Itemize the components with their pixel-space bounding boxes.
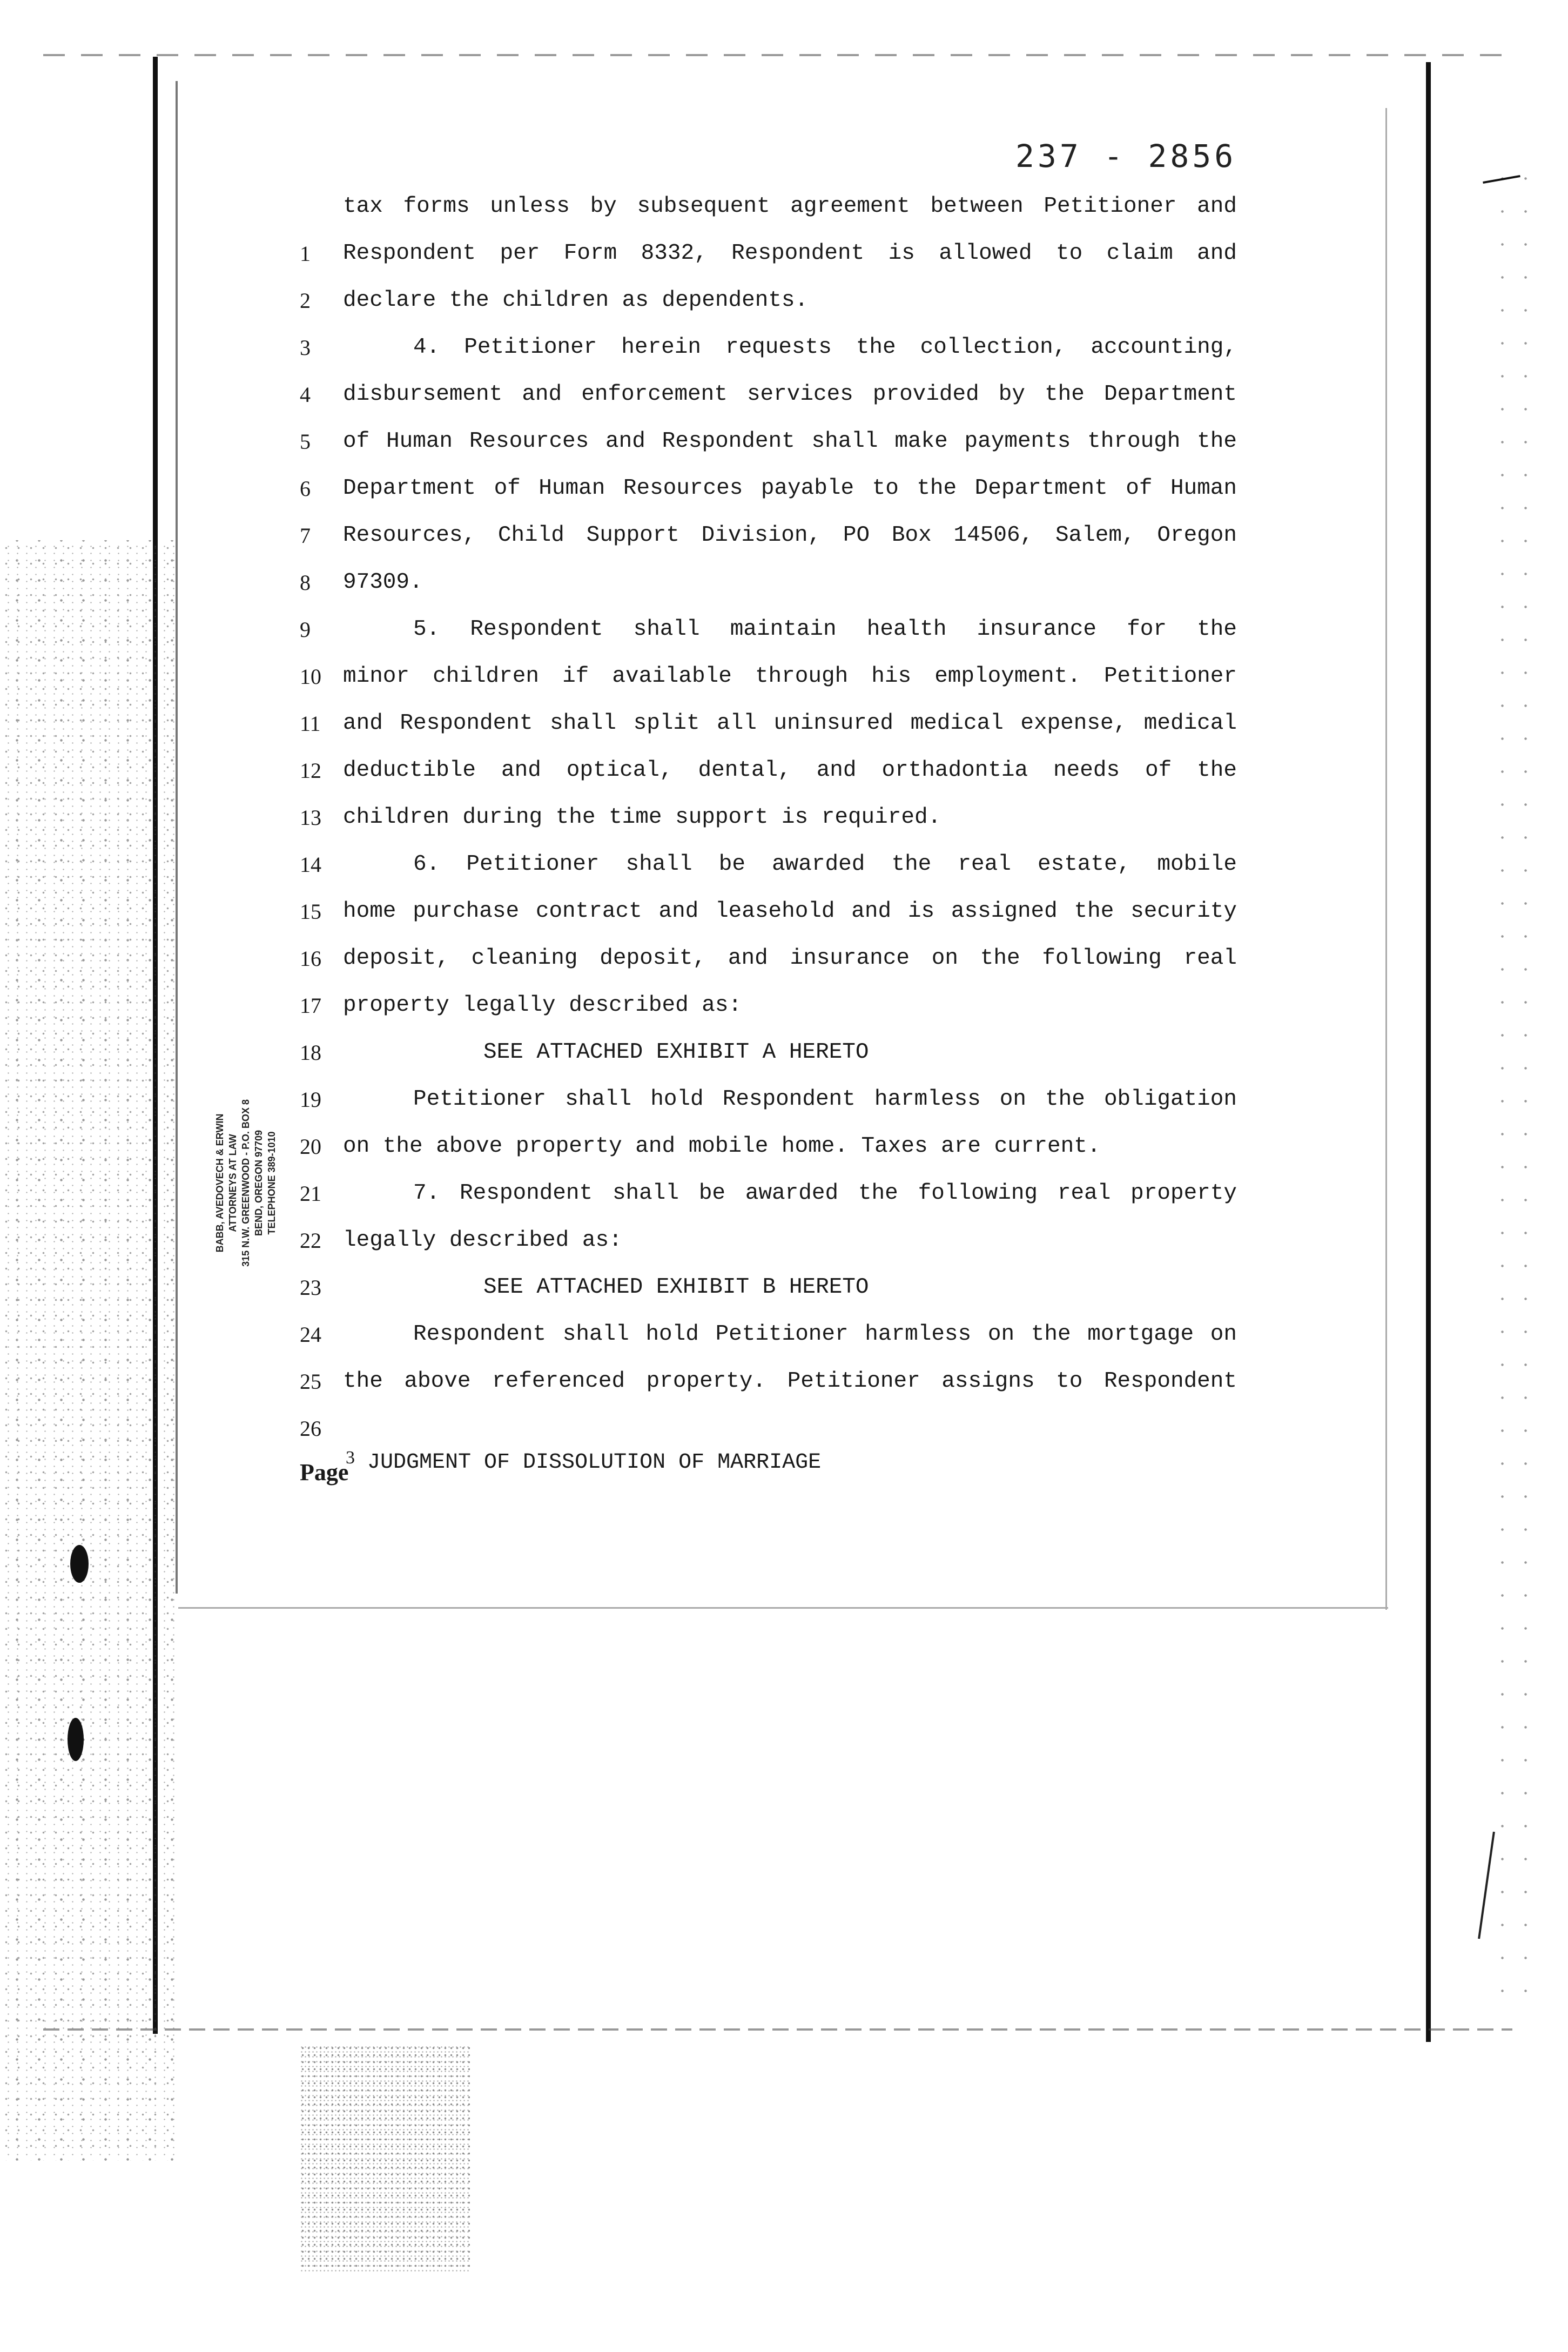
body-text-line: tax forms unless by subsequent agreement between Petitioner and bbox=[343, 194, 1237, 219]
body-text-line: 4. Petitioner herein requests the collection, accounting, bbox=[413, 335, 1237, 360]
body-text-line: deductible and optical, dental, and orthadontia needs of the bbox=[343, 758, 1237, 783]
law-firm-letterhead bbox=[213, 1080, 278, 1286]
body-text-line: children during the time support is required. bbox=[343, 805, 941, 830]
footer-page-number: 3 bbox=[346, 1448, 355, 1468]
right-margin-rule bbox=[1426, 62, 1431, 2042]
line-number: 2 bbox=[300, 288, 311, 313]
footer-document-title: JUDGMENT OF DISSOLUTION OF MARRIAGE bbox=[367, 1450, 822, 1475]
line-number: 12 bbox=[300, 758, 321, 783]
body-text-line: 97309. bbox=[343, 570, 423, 595]
line-number: 7 bbox=[300, 523, 311, 548]
inner-page-bottom-edge bbox=[178, 1607, 1388, 1609]
firm-phone: TELEPHONE 389-1010 bbox=[266, 1131, 277, 1235]
line-number: 19 bbox=[300, 1087, 321, 1112]
body-text-line: disbursement and enforcement services provided by the Department bbox=[343, 382, 1237, 407]
body-text-line: 5. Respondent shall maintain health insurance for the bbox=[413, 617, 1237, 642]
body-text-line: Respondent per Form 8332, Respondent is allowed to claim and bbox=[343, 241, 1237, 266]
body-text-line: of Human Resources and Respondent shall make payments through the bbox=[343, 429, 1237, 454]
scan-noise-bottom-patch bbox=[300, 2045, 470, 2272]
body-text-line: Respondent shall hold Petitioner harmless on the mortgage on bbox=[413, 1322, 1237, 1347]
line-number: 20 bbox=[300, 1134, 321, 1159]
scan-top-edge bbox=[43, 54, 1512, 56]
body-text-line: deposit, cleaning deposit, and insurance on the following real bbox=[343, 946, 1237, 971]
body-text-line: Resources, Child Support Division, PO Box 14506, Salem, Oregon bbox=[343, 523, 1237, 548]
line-number: 3 bbox=[300, 335, 311, 360]
body-text-line: Petitioner shall hold Respondent harmless on the obligation bbox=[413, 1087, 1237, 1112]
body-text-line: SEE ATTACHED EXHIBIT A HERETO bbox=[483, 1040, 869, 1065]
line-number: 16 bbox=[300, 946, 321, 971]
page-stamp-number: 237 - 2856 bbox=[1015, 138, 1237, 174]
line-number: 21 bbox=[300, 1181, 321, 1206]
line-number: 11 bbox=[300, 711, 321, 736]
body-text-line: and Respondent shall split all uninsured medical expense, medical bbox=[343, 711, 1237, 736]
body-text-line: home purchase contract and leasehold and is assigned the security bbox=[343, 899, 1237, 924]
line-number: 5 bbox=[300, 429, 311, 454]
line-number: 9 bbox=[300, 617, 311, 642]
line-number: 23 bbox=[300, 1275, 321, 1300]
body-text-line: legally described as: bbox=[343, 1228, 622, 1253]
body-text-line: Department of Human Resources payable to the Department of Human bbox=[343, 476, 1237, 501]
line-number: 10 bbox=[300, 664, 321, 689]
scan-noise-right bbox=[1491, 162, 1545, 1999]
footer-page-label: Page bbox=[300, 1459, 349, 1486]
line-number: 18 bbox=[300, 1040, 321, 1065]
line-number: 4 bbox=[300, 382, 311, 407]
left-margin-rule bbox=[153, 57, 158, 2034]
line-number: 24 bbox=[300, 1322, 321, 1347]
line-number: 13 bbox=[300, 805, 321, 830]
line-number: 22 bbox=[300, 1228, 321, 1253]
body-text-line: declare the children as dependents. bbox=[343, 288, 809, 313]
line-number: 17 bbox=[300, 993, 321, 1018]
scan-blot bbox=[68, 1718, 84, 1761]
inner-page-right-edge bbox=[1385, 108, 1387, 1610]
scan-bottom-edge bbox=[43, 2028, 1512, 2031]
right-margin-scribble bbox=[1483, 175, 1520, 184]
body-text-line: minor children if available through his employment. Petitioner bbox=[343, 664, 1237, 689]
body-text-line: 7. Respondent shall be awarded the following real property bbox=[413, 1181, 1237, 1206]
body-text-line: SEE ATTACHED EXHIBIT B HERETO bbox=[483, 1275, 869, 1300]
line-number: 8 bbox=[300, 570, 311, 595]
left-margin-inner-rule bbox=[176, 81, 178, 1594]
right-margin-scribble bbox=[1478, 1832, 1495, 1939]
line-number: 14 bbox=[300, 852, 321, 877]
line-number: 25 bbox=[300, 1369, 321, 1394]
scan-noise-left bbox=[0, 540, 178, 2161]
firm-address: 315 N.W. GREENWOOD - P.O. BOX 8 bbox=[240, 1099, 251, 1267]
scan-blot bbox=[70, 1545, 89, 1583]
firm-subtitle: ATTORNEYS AT LAW bbox=[227, 1134, 238, 1232]
body-text-line: 6. Petitioner shall be awarded the real estate, mobile bbox=[413, 852, 1237, 877]
line-number: 26 bbox=[300, 1416, 321, 1441]
body-text-line: property legally described as: bbox=[343, 993, 742, 1018]
firm-name: BABB, AVEDOVECH & ERWIN bbox=[214, 1113, 225, 1253]
line-number: 1 bbox=[300, 241, 311, 266]
body-text-line: on the above property and mobile home. Taxes are current. bbox=[343, 1134, 1101, 1159]
body-text-line: the above referenced property. Petitioner assigns to Respondent bbox=[343, 1369, 1237, 1394]
line-number: 6 bbox=[300, 476, 311, 501]
firm-city: BEND, OREGON 97709 bbox=[253, 1130, 264, 1237]
line-number: 15 bbox=[300, 899, 321, 924]
